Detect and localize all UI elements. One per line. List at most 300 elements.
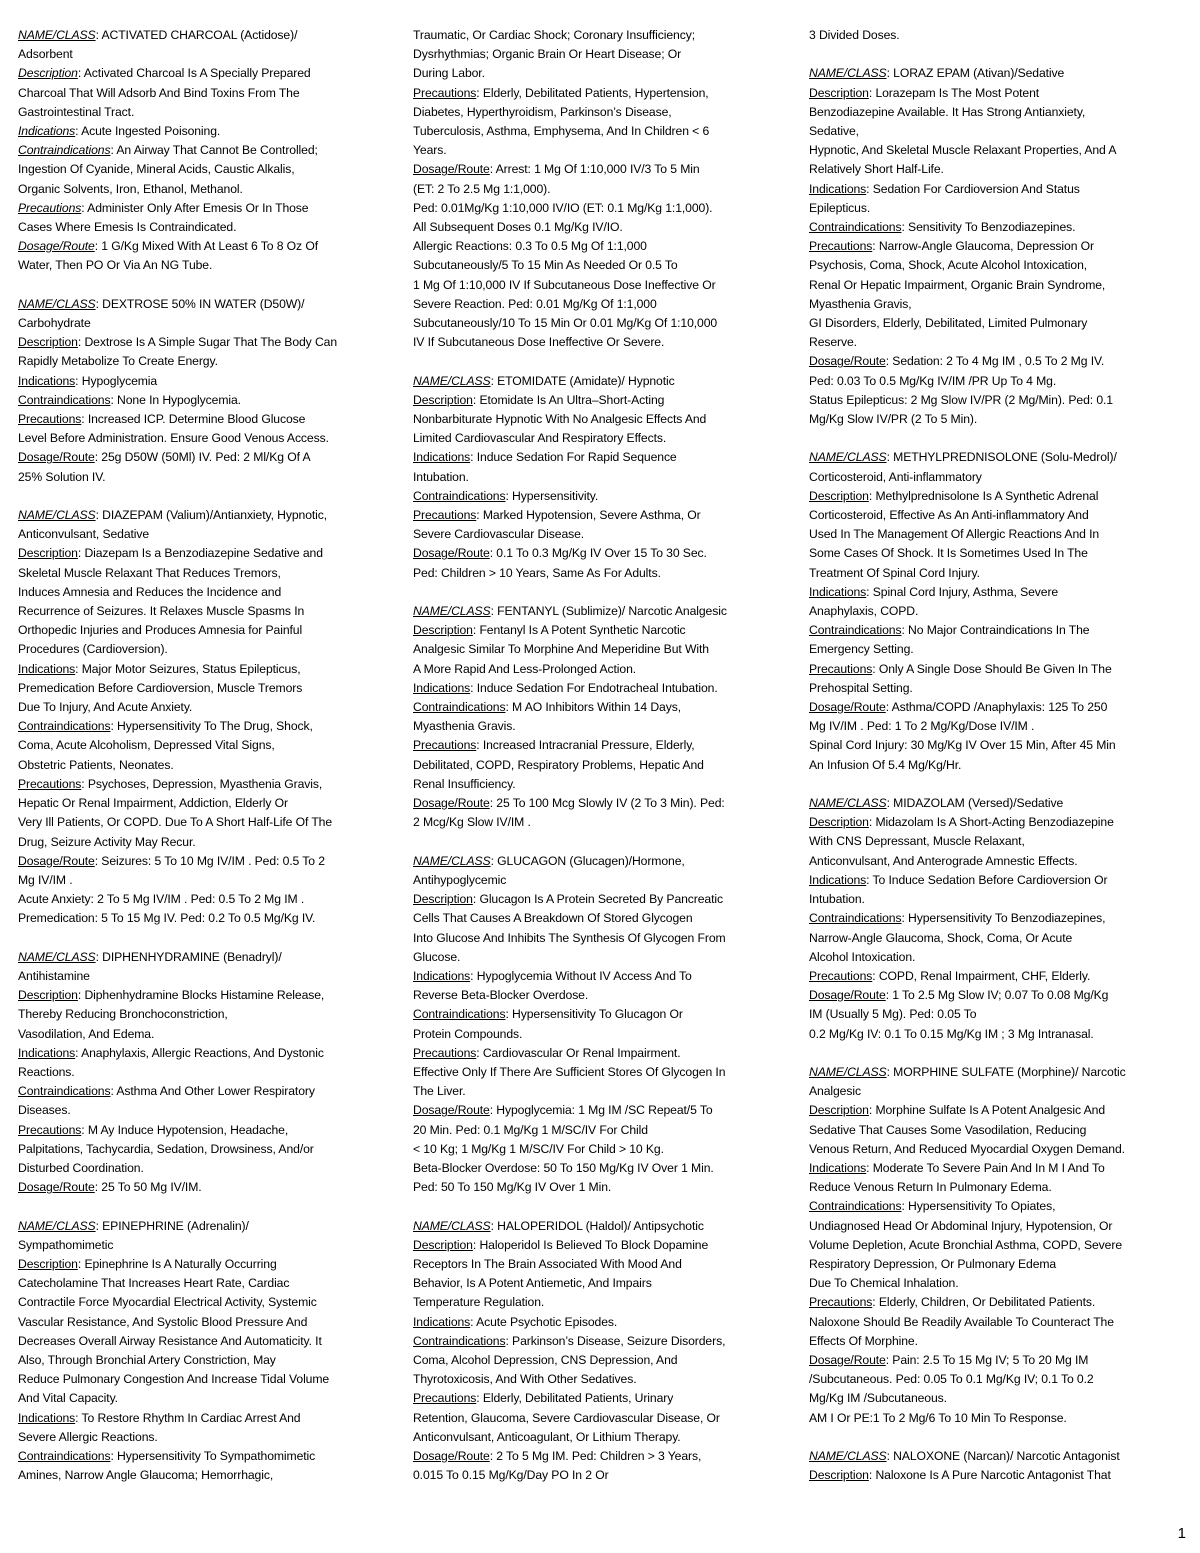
- field-text: : None In Hypoglycemia.: [110, 392, 241, 407]
- text-line: [809, 909, 1187, 928]
- field-label: NAME/CLASS: [413, 373, 491, 388]
- field-text: : DEXTROSE 50% IN WATER (D50W)/: [95, 296, 305, 311]
- text-line: [809, 391, 1187, 410]
- text-line: [18, 1293, 394, 1312]
- text-line: [18, 1409, 394, 1428]
- text-line: [413, 45, 791, 64]
- field-text: Naloxone Should Be Readily Available To Counteract The: [809, 1314, 1114, 1329]
- text-line: [413, 468, 791, 487]
- text-line: [809, 160, 1187, 179]
- text-line: [809, 1332, 1187, 1351]
- text-line: [18, 1255, 394, 1274]
- text-line: [809, 506, 1187, 525]
- text-line: [413, 1044, 791, 1063]
- field-label: Indications: [18, 124, 76, 139]
- field-text: : Arrest: 1 Mg Of 1:10,000 IV/3 To 5 Min: [489, 162, 700, 177]
- text-line: [413, 602, 791, 621]
- drug-entry: [413, 26, 791, 352]
- field-text: : Induce Sedation For Rapid Sequence: [470, 450, 677, 465]
- field-text: Contractile Force Myocardial Electrical Activity, Systemic: [18, 1295, 317, 1310]
- field-text: Vascular Resistance, And Systolic Blood Pressure And: [18, 1314, 308, 1329]
- text-line: [18, 1101, 394, 1120]
- text-line: [18, 1389, 394, 1408]
- field-label: Dosage/Route: [413, 796, 490, 811]
- field-text: : Epinephrine Is A Naturally Occurring: [77, 1256, 277, 1271]
- field-text: Induces Amnesia and Reduces the Incidence and: [18, 584, 282, 599]
- field-label: Indications: [413, 1314, 471, 1329]
- field-text: : Spinal Cord Injury, Asthma, Severe: [866, 584, 1059, 599]
- field-text: Ped: 0.03 To 0.5 Mg/Kg IV/IM /PR Up To 4 Mg.: [809, 373, 1057, 388]
- field-label: Contraindications: [809, 220, 902, 235]
- field-text: : Administer Only After Emesis Or In Those: [81, 200, 309, 215]
- text-line: [18, 775, 394, 794]
- field-text: Ingestion Of Cyanide, Mineral Acids, Caustic Alkalis,: [18, 162, 295, 177]
- text-line: [18, 813, 394, 832]
- text-line: [809, 1389, 1187, 1408]
- field-text: A More Rapid And Less-Prolonged Action.: [413, 661, 637, 676]
- field-text: Behavior, Is A Potent Antiemetic, And Impairs: [413, 1276, 652, 1291]
- text-line: [18, 237, 394, 256]
- field-text: Palpitations, Tachycardia, Sedation, Drowsiness, And/or: [18, 1141, 314, 1156]
- text-line: [809, 1005, 1187, 1024]
- text-line: [809, 103, 1187, 122]
- text-line: [809, 199, 1187, 218]
- text-line: [413, 564, 791, 583]
- text-line: [413, 1005, 791, 1024]
- field-text: Decreases Overall Airway Resistance And Automaticity. It: [18, 1333, 322, 1348]
- field-label: Description: [18, 1256, 78, 1271]
- text-line: [18, 909, 394, 928]
- field-text: : Hypoglycemia: [75, 373, 158, 388]
- text-line: [413, 372, 791, 391]
- field-text: Temperature Regulation.: [413, 1295, 545, 1310]
- field-text: 0.2 Mg/Kg IV: 0.1 To 0.15 Mg/Kg IM ; 3 Mg Intranasal.: [809, 1026, 1094, 1041]
- text-line: [809, 1101, 1187, 1120]
- text-line: [18, 948, 394, 967]
- field-label: Description: [809, 1103, 869, 1118]
- field-label: Contraindications: [18, 143, 111, 158]
- text-line: [809, 1025, 1187, 1044]
- text-line: [413, 1332, 791, 1351]
- text-line: [413, 199, 791, 218]
- text-line: [809, 1082, 1187, 1101]
- field-label: NAME/CLASS: [413, 1218, 491, 1233]
- field-text: Status Epilepticus: 2 Mg Slow IV/PR (2 Mg/Min). Ped: 0.1: [809, 392, 1113, 407]
- field-label: Description: [413, 1237, 473, 1252]
- field-text: : M Ay Induce Hypotension, Headache,: [81, 1122, 289, 1137]
- text-line: [809, 122, 1187, 141]
- field-label: Dosage/Route: [18, 1180, 95, 1195]
- field-text: Organic Solvents, Iron, Ethanol, Methanol.: [18, 181, 243, 196]
- field-label: Indications: [18, 1045, 76, 1060]
- field-text: Acute Anxiety: 2 To 5 Mg IV/IM . Ped: 0.5 To 2 Mg IM .: [18, 892, 305, 907]
- text-line: [18, 1447, 394, 1466]
- field-text: : 25g D50W (50Ml) IV. Ped: 2 Ml/Kg Of A: [94, 450, 311, 465]
- field-text: : COPD, Renal Impairment, CHF, Elderly.: [872, 968, 1091, 983]
- drug-entry: [413, 852, 791, 1198]
- text-line: [809, 1217, 1187, 1236]
- field-text: Rapidly Metabolize To Create Energy.: [18, 354, 218, 369]
- field-text: : Pain: 2.5 To 15 Mg IV; 5 To 20 Mg IM: [885, 1352, 1089, 1367]
- text-line: [413, 698, 791, 717]
- field-text: Subcutaneously/10 To 15 Min Or 0.01 Mg/Kg Of 1:10,000: [413, 316, 718, 331]
- field-label: Dosage/Route: [809, 1352, 886, 1367]
- field-label: Precautions: [809, 661, 873, 676]
- drug-entry: [809, 1447, 1187, 1485]
- field-label: Contraindications: [18, 1448, 111, 1463]
- column-2: [413, 26, 791, 1505]
- column-3: [809, 26, 1187, 1505]
- field-text: Coma, Alcohol Depression, CNS Depression, And: [413, 1352, 678, 1367]
- text-line: [413, 890, 791, 909]
- field-text: : Sedation: 2 To 4 Mg IM , 0.5 To 2 Mg IV.: [885, 354, 1105, 369]
- text-line: [809, 180, 1187, 199]
- text-line: [413, 448, 791, 467]
- drug-entry: [18, 948, 394, 1198]
- field-text: : Haloperidol Is Believed To Block Dopamine: [472, 1237, 709, 1252]
- field-text: Limited Cardiovascular And Respiratory Effects.: [413, 431, 667, 446]
- text-line: [18, 26, 394, 45]
- field-text: Tuberculosis, Asthma, Emphysema, And In Children < 6: [413, 124, 710, 139]
- field-text: Treatment Of Spinal Cord Injury.: [809, 565, 980, 580]
- field-text: Coma, Acute Alcoholism, Depressed Vital Signs,: [18, 738, 275, 753]
- field-label: Contraindications: [413, 1007, 506, 1022]
- field-text: : Parkinson’s Disease, Seizure Disorders,: [505, 1333, 726, 1348]
- field-text: Reverse Beta-Blocker Overdose.: [413, 988, 589, 1003]
- text-line: [18, 1466, 394, 1485]
- text-line: [809, 1293, 1187, 1312]
- field-text: Respiratory Depression, Or Pulmonary Edema: [809, 1256, 1057, 1271]
- field-text: : Dextrose Is A Simple Sugar That The Body Can: [77, 335, 338, 350]
- field-text: : Sensitivity To Benzodiazepines.: [901, 220, 1076, 235]
- field-text: : Marked Hypotension, Severe Asthma, Or: [476, 508, 701, 523]
- field-text: : To Induce Sedation Before Cardioversion Or: [866, 872, 1108, 887]
- field-label: Precautions: [413, 1391, 477, 1406]
- field-label: Contraindications: [809, 911, 902, 926]
- text-line: [413, 1255, 791, 1274]
- field-text: Hypnotic, And Skeletal Muscle Relaxant Properties, And A: [809, 143, 1117, 158]
- text-line: [809, 1447, 1187, 1466]
- text-line: [413, 160, 791, 179]
- field-text: Anticonvulsant, And Anterograde Amnestic Effects.: [809, 853, 1078, 868]
- text-line: [413, 1447, 791, 1466]
- field-label: NAME/CLASS: [809, 796, 887, 811]
- field-text: Ped: 0.01Mg/Kg 1:10,000 IV/IO (ET: 0.1 Mg/Kg 1:1,000).: [413, 200, 713, 215]
- field-label: NAME/CLASS: [18, 1218, 96, 1233]
- field-text: Analgesic Similar To Morphine And Meperidine But With: [413, 642, 709, 657]
- text-line: [18, 794, 394, 813]
- text-line: [809, 218, 1187, 237]
- field-label: Indications: [413, 450, 471, 465]
- text-line: [413, 141, 791, 160]
- field-text: : Seizures: 5 To 10 Mg IV/IM . Ped: 0.5 To 2: [94, 853, 325, 868]
- text-line: [18, 391, 394, 410]
- text-line: [809, 1197, 1187, 1216]
- field-text: Subcutaneously/5 To 15 Min As Needed Or 0.5 To: [413, 258, 678, 273]
- field-text: : Elderly, Children, Or Debilitated Patients.: [872, 1295, 1096, 1310]
- field-text: Severe Reaction. Ped: 0.01 Mg/Kg Of 1:1,000: [413, 296, 657, 311]
- text-line: [809, 1409, 1187, 1428]
- text-line: [809, 871, 1187, 890]
- text-line: [413, 929, 791, 948]
- field-text: 25% Solution IV.: [18, 469, 106, 484]
- field-text: Recurrence of Seizures. It Relaxes Muscle Spasms In: [18, 604, 305, 619]
- field-label: NAME/CLASS: [413, 604, 491, 619]
- field-text: With CNS Depressant, Muscle Relaxant,: [809, 834, 1025, 849]
- field-text: Anticonvulsant, Sedative: [18, 527, 150, 542]
- field-label: Precautions: [413, 738, 477, 753]
- field-text: Myasthenia Gravis.: [413, 719, 516, 734]
- field-text: 1 Mg Of 1:10,000 IV If Subcutaneous Dose Ineffective Or: [413, 277, 716, 292]
- drug-entry: [809, 448, 1187, 774]
- text-line: [413, 852, 791, 871]
- field-text: Water, Then PO Or Via An NG Tube.: [18, 258, 213, 273]
- field-label: Indications: [809, 1160, 867, 1175]
- field-text: : 1 G/Kg Mixed With At Least 6 To 8 Oz Of: [94, 239, 318, 254]
- text-line: [413, 256, 791, 275]
- text-line: [18, 1082, 394, 1101]
- field-text: Sympathomimetic: [18, 1237, 114, 1252]
- text-line: [413, 391, 791, 410]
- text-line: [809, 1274, 1187, 1293]
- field-text: Effective Only If There Are Sufficient Stores Of Glycogen In: [413, 1064, 726, 1079]
- text-line: [413, 84, 791, 103]
- text-line: [809, 717, 1187, 736]
- field-text: : Induce Sedation For Endotracheal Intubation.: [470, 680, 718, 695]
- text-line: [413, 1466, 791, 1485]
- field-text: Into Glucose And Inhibits The Synthesis Of Glycogen From: [413, 930, 726, 945]
- column-1: [18, 26, 394, 1505]
- text-line: [809, 1121, 1187, 1140]
- field-text: : Acute Ingested Poisoning.: [75, 124, 221, 139]
- field-text: Allergic Reactions: 0.3 To 0.5 Mg Of 1:1,000: [413, 239, 647, 254]
- text-line: [809, 295, 1187, 314]
- text-line: [809, 237, 1187, 256]
- text-line: [18, 1140, 394, 1159]
- field-text: Retention, Glaucoma, Severe Cardiovascular Disease, Or: [413, 1410, 720, 1425]
- text-line: [413, 775, 791, 794]
- field-text: Sedative That Causes Some Vasodilation, Reducing: [809, 1122, 1087, 1137]
- field-label: Indications: [18, 373, 76, 388]
- field-text: : Hypersensitivity To Opiates,: [901, 1199, 1056, 1214]
- field-text: An Infusion Of 5.4 Mg/Kg/Hr.: [809, 757, 962, 772]
- field-text: Reduce Venous Return In Pulmonary Edema.: [809, 1180, 1052, 1195]
- text-line: [809, 256, 1187, 275]
- text-line: [809, 986, 1187, 1005]
- field-text: Debilitated, COPD, Respiratory Problems, Hepatic And: [413, 757, 704, 772]
- field-label: Description: [18, 335, 78, 350]
- field-text: Relatively Short Half-Life.: [809, 162, 944, 177]
- text-line: [18, 1159, 394, 1178]
- field-text: Analgesic: [809, 1084, 861, 1099]
- drug-entry: [18, 506, 394, 928]
- field-text: Gastrointestinal Tract.: [18, 104, 135, 119]
- text-line: [18, 602, 394, 621]
- field-text: : 2 To 5 Mg IM. Ped: Children > 3 Years,: [489, 1448, 702, 1463]
- text-line: [413, 1101, 791, 1120]
- text-line: [809, 564, 1187, 583]
- field-text: Anticonvulsant, Anticoagulant, Or Lithium Therapy.: [413, 1429, 681, 1444]
- text-line: [809, 487, 1187, 506]
- text-line: [809, 1255, 1187, 1274]
- field-text: 20 Min. Ped: 0.1 Mg/Kg 1 M/SC/IV For Child: [413, 1122, 648, 1137]
- text-line: [413, 295, 791, 314]
- field-text: Reserve.: [809, 335, 857, 350]
- field-text: Renal Insufficiency.: [413, 776, 516, 791]
- field-label: NAME/CLASS: [809, 1448, 887, 1463]
- text-line: [809, 314, 1187, 333]
- text-line: [413, 986, 791, 1005]
- field-text: Benzodiazepine Available. It Has Strong Antianxiety,: [809, 104, 1086, 119]
- field-label: Precautions: [18, 1122, 82, 1137]
- field-text: : Hypersensitivity.: [505, 488, 599, 503]
- field-text: Myasthenia Gravis,: [809, 296, 912, 311]
- field-text: : Asthma And Other Lower Respiratory: [110, 1084, 315, 1099]
- text-line: [413, 506, 791, 525]
- field-text: Also, Through Bronchial Artery Constriction, May: [18, 1352, 276, 1367]
- text-line: [413, 1121, 791, 1140]
- field-text: : Midazolam Is A Short-Acting Benzodiazepine: [868, 815, 1114, 830]
- text-line: [18, 1351, 394, 1370]
- field-text: Disturbed Coordination.: [18, 1160, 144, 1175]
- text-line: [18, 852, 394, 871]
- field-text: < 10 Kg; 1 Mg/Kg 1 M/SC/IV For Child > 10 Kg.: [413, 1141, 664, 1156]
- text-line: [809, 1236, 1187, 1255]
- field-text: Venous Return, And Reduced Myocardial Oxygen Demand.: [809, 1141, 1125, 1156]
- field-text: 0.015 To 0.15 Mg/Kg/Day PO In 2 Or: [413, 1468, 609, 1483]
- field-label: Contraindications: [18, 1084, 111, 1099]
- field-label: Indications: [413, 680, 471, 695]
- text-line: [18, 679, 394, 698]
- text-line: [809, 1313, 1187, 1332]
- text-line: [413, 717, 791, 736]
- field-label: Precautions: [18, 200, 82, 215]
- text-line: [809, 84, 1187, 103]
- field-text: Cases Where Emesis Is Contraindicated.: [18, 220, 237, 235]
- text-line: [809, 410, 1187, 429]
- field-text: : Diazepam Is a Benzodiazepine Sedative and: [77, 546, 323, 561]
- text-line: [413, 1428, 791, 1447]
- field-text: AM I Or PE:1 To 2 Mg/6 To 10 Min To Response.: [809, 1410, 1067, 1425]
- text-line: [809, 602, 1187, 621]
- field-label: Precautions: [18, 412, 82, 427]
- field-text: Antihistamine: [18, 968, 90, 983]
- drug-entry: [18, 1217, 394, 1486]
- text-line: [809, 64, 1187, 83]
- field-text: Renal Or Hepatic Impairment, Organic Brain Syndrome,: [809, 277, 1106, 292]
- text-line: [18, 756, 394, 775]
- field-label: Description: [413, 623, 473, 638]
- text-line: [809, 1140, 1187, 1159]
- text-line: [413, 871, 791, 890]
- field-label: Dosage/Route: [18, 450, 95, 465]
- field-text: : Cardiovascular Or Renal Impairment.: [476, 1045, 681, 1060]
- field-label: Indications: [809, 584, 867, 599]
- text-line: [413, 544, 791, 563]
- field-text: : MIDAZOLAM (Versed)/Sedative: [886, 796, 1064, 811]
- field-label: Description: [18, 66, 78, 81]
- field-text: : HALOPERIDOL (Haldol)/ Antipsychotic: [490, 1218, 704, 1233]
- field-text: : Diphenhydramine Blocks Histamine Release,: [77, 988, 325, 1003]
- text-line: [809, 679, 1187, 698]
- field-text: : Hypoglycemia Without IV Access And To: [470, 968, 692, 983]
- field-text: : 1 To 2.5 Mg Slow IV; 0.07 To 0.08 Mg/Kg: [885, 988, 1109, 1003]
- field-label: Precautions: [413, 1045, 477, 1060]
- text-line: [809, 890, 1187, 909]
- field-label: NAME/CLASS: [809, 1064, 887, 1079]
- field-text: Obstetric Patients, Neonates.: [18, 757, 174, 772]
- field-label: Dosage/Route: [413, 1103, 490, 1118]
- text-line: [18, 583, 394, 602]
- text-line: [413, 736, 791, 755]
- text-line: [413, 1063, 791, 1082]
- field-text: Charcoal That Will Adsorb And Bind Toxins From The: [18, 85, 300, 100]
- field-text: Emergency Setting.: [809, 642, 914, 657]
- field-text: : DIPHENHYDRAMINE (Benadryl)/: [95, 949, 282, 964]
- field-text: Nonbarbiturate Hypnotic With No Analgesic Effects And: [413, 412, 707, 427]
- field-label: NAME/CLASS: [18, 28, 96, 42]
- field-label: Contraindications: [413, 1333, 506, 1348]
- text-line: [809, 736, 1187, 755]
- text-line: [809, 852, 1187, 871]
- field-text: Prehospital Setting.: [809, 680, 913, 695]
- field-text: : LORAZ EPAM (Ativan)/Sedative: [886, 66, 1065, 81]
- text-line: [809, 832, 1187, 851]
- text-line: [18, 410, 394, 429]
- field-label: Precautions: [809, 239, 873, 254]
- field-label: Dosage/Route: [809, 988, 886, 1003]
- field-text: : Lorazepam Is The Most Potent: [868, 85, 1040, 100]
- field-label: Dosage/Route: [809, 354, 886, 369]
- field-text: Undiagnosed Head Or Abdominal Injury, Hypotension, Or: [809, 1218, 1113, 1233]
- field-text: : Asthma/COPD /Anaphylaxis: 125 To 250: [885, 700, 1108, 715]
- field-label: Description: [413, 392, 473, 407]
- field-label: Contraindications: [809, 623, 902, 638]
- text-line: [809, 276, 1187, 295]
- field-text: Mg IV/IM . Ped: 1 To 2 Mg/Kg/Dose IV/IM .: [809, 719, 1035, 734]
- field-text: And Vital Capacity.: [18, 1391, 118, 1406]
- field-text: Orthopedic Injuries and Produces Amnesia for Painful: [18, 623, 303, 638]
- text-line: [809, 948, 1187, 967]
- text-line: [413, 1409, 791, 1428]
- field-text: : Only A Single Dose Should Be Given In The: [872, 661, 1112, 676]
- field-text: Narrow-Angle Glaucoma, Shock, Coma, Or Acute: [809, 930, 1073, 945]
- text-line: [413, 813, 791, 832]
- field-label: Indications: [413, 968, 471, 983]
- field-text: : An Airway That Cannot Be Controlled;: [110, 143, 318, 158]
- field-text: Due To Chemical Inhalation.: [809, 1276, 959, 1291]
- text-line: [413, 1140, 791, 1159]
- text-line: [413, 1178, 791, 1197]
- field-text: : Acute Psychotic Episodes.: [470, 1314, 618, 1329]
- field-text: : Sedation For Cardioversion And Status: [866, 181, 1080, 196]
- text-line: [18, 660, 394, 679]
- field-text: Due To Injury, And Acute Anxiety.: [18, 700, 193, 715]
- field-text: The Liver.: [413, 1084, 466, 1099]
- field-label: Description: [18, 546, 78, 561]
- field-label: Dosage/Route: [809, 700, 886, 715]
- field-text: : EPINEPHRINE (Adrenalin)/: [95, 1218, 249, 1233]
- text-line: [18, 352, 394, 371]
- field-text: : Morphine Sulfate Is A Potent Analgesic And: [868, 1103, 1105, 1118]
- text-line: [413, 429, 791, 448]
- text-line: [413, 237, 791, 256]
- drug-entry: [413, 602, 791, 832]
- text-line: [809, 929, 1187, 948]
- field-text: Severe Allergic Reactions.: [18, 1429, 158, 1444]
- field-text: : Increased ICP. Determine Blood Glucose: [81, 412, 306, 427]
- field-text: Vasodilation, And Edema.: [18, 1026, 155, 1041]
